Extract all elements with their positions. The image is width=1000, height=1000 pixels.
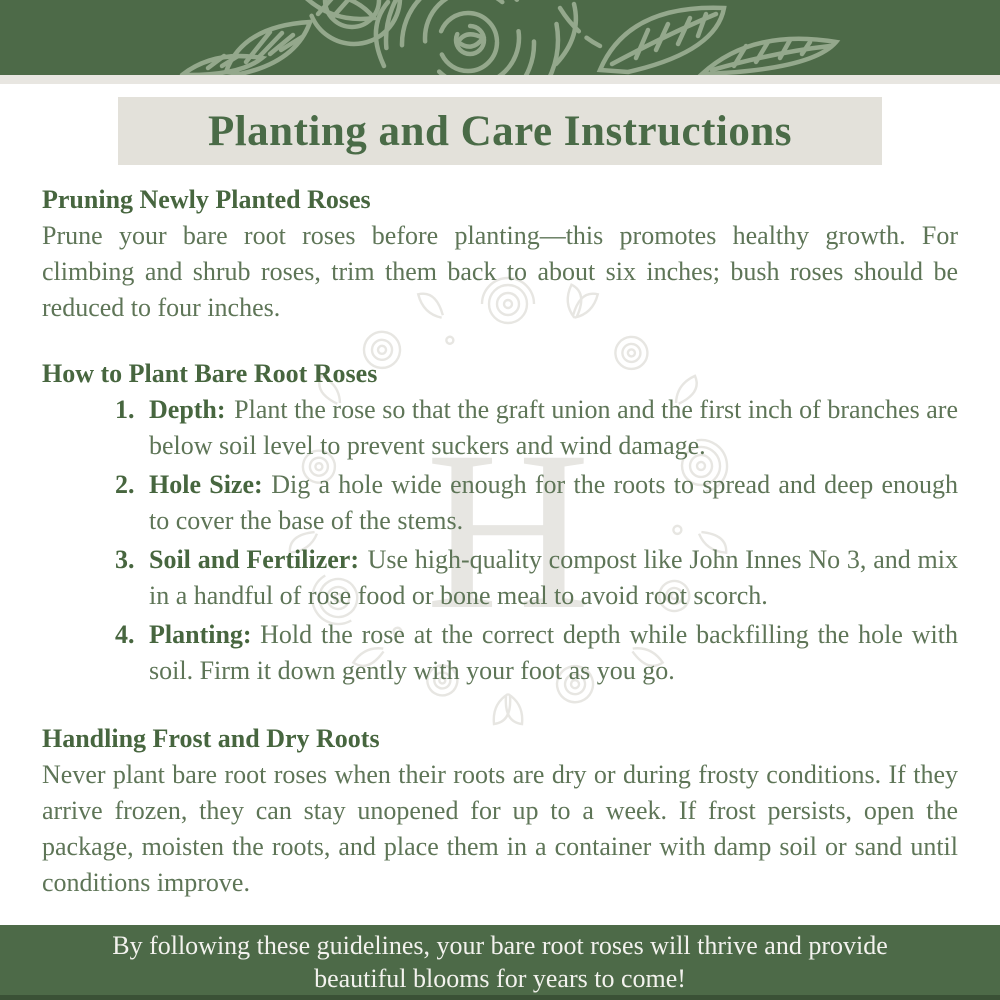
section-heading: How to Plant Bare Root Roses bbox=[42, 359, 378, 388]
footer bbox=[0, 925, 1000, 1000]
divider-strip bbox=[0, 75, 1000, 84]
list-item-number: 3. bbox=[115, 545, 135, 574]
list-item bbox=[115, 542, 958, 614]
main-content bbox=[0, 97, 1000, 901]
footer-banner bbox=[0, 925, 1000, 995]
list-item-body bbox=[149, 617, 958, 689]
list-item-text: Dig a hole wide enough for the roots to spread and deep enough to cover the base of the stems. bbox=[149, 470, 958, 535]
section-heading: Handling Frost and Dry Roots bbox=[42, 724, 380, 753]
section-frost bbox=[42, 721, 958, 901]
list-item bbox=[115, 392, 958, 464]
list-item bbox=[115, 617, 958, 689]
list-item-label: Planting: bbox=[149, 620, 252, 649]
list-item-label: Depth: bbox=[149, 395, 226, 424]
list-item-body bbox=[149, 467, 958, 539]
list-item-body bbox=[149, 542, 958, 614]
list-item-number: 2. bbox=[115, 470, 135, 499]
numbered-list bbox=[42, 392, 958, 689]
list-item-label: Soil and Fertilizer: bbox=[149, 545, 359, 574]
footer-bottom-strip bbox=[0, 995, 1000, 1000]
list-item-text: Use high-quality compost like John Innes No 3, and mix in a handful of rose food or bone meal to avoid root scorch. bbox=[149, 545, 958, 610]
section-body: Never plant bare root roses when their roots are dry or during frosty conditions. If they arrive frozen, they can stay unopened for up to a week. If frost persists, open the package, moisten the roots, and place them in a container with damp soil or sand until conditions improve. bbox=[42, 760, 958, 897]
top-banner bbox=[0, 0, 1000, 75]
list-item-text: Hold the rose at the correct depth while backfilling the hole with soil. Firm it down gently with your foot as you go. bbox=[149, 620, 958, 685]
list-item-label: Hole Size: bbox=[149, 470, 263, 499]
monogram: H bbox=[425, 405, 591, 657]
page-title: Planting and Care Instructions bbox=[118, 97, 882, 165]
list-item-number: 4. bbox=[115, 620, 135, 649]
footer-text-line1: By following these guidelines, your bare root roses will thrive and provide bbox=[112, 931, 888, 960]
rose-line-art-icon bbox=[0, 0, 1000, 75]
list-item-number: 1. bbox=[115, 395, 135, 424]
list-item bbox=[115, 467, 958, 539]
section-heading: Pruning Newly Planted Roses bbox=[42, 185, 371, 214]
list-item-body bbox=[149, 392, 958, 464]
section-pruning bbox=[42, 182, 958, 326]
section-how-to-plant bbox=[42, 356, 958, 689]
list-item-text: Plant the rose so that the graft union and the first inch of branches are below soil level to prevent suckers and wind damage. bbox=[149, 395, 958, 460]
section-body: Prune your bare root roses before planting—this promotes healthy growth. For climbing and shrub roses, trim them back to about six inches; bush roses should be reduced to four inches. bbox=[42, 221, 958, 322]
footer-text-line2: beautiful blooms for years to come! bbox=[314, 964, 686, 993]
